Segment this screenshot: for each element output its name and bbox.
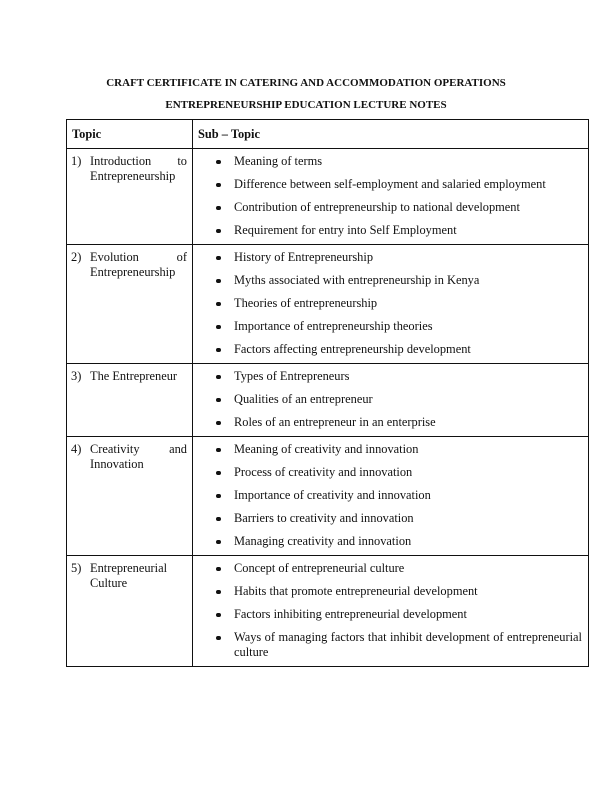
list-item — [211, 630, 582, 660]
subtopic-text: Roles of an entrepreneur in an enterprise — [234, 415, 436, 429]
list-item — [211, 561, 582, 576]
subtopic-text: Contribution of entrepreneurship to national development — [234, 200, 520, 214]
subtopic-cell — [193, 149, 589, 245]
topic-title: Introduction to Entrepreneurship — [90, 154, 187, 183]
list-item — [211, 223, 582, 238]
table-row — [67, 245, 589, 364]
bullet-icon — [216, 206, 221, 211]
bullet-icon — [216, 279, 221, 284]
bullet-icon — [216, 229, 221, 234]
list-item — [211, 392, 582, 407]
list-item — [211, 584, 582, 599]
subtopic-text: Myths associated with entrepreneurship in Kenya — [234, 273, 480, 287]
document-subtitle: ENTREPRENEURSHIP EDUCATION LECTURE NOTES — [165, 99, 447, 111]
topic-number: 2) — [71, 250, 82, 264]
topic-cell — [67, 437, 193, 556]
table-row — [67, 556, 589, 667]
list-item — [211, 534, 582, 549]
topic-title: Evolution of Entrepreneurship — [90, 250, 187, 279]
topic-number: 1) — [71, 154, 82, 168]
bullet-icon — [216, 471, 221, 476]
list-item — [211, 273, 582, 288]
table-row — [67, 437, 589, 556]
column-header-topic: Topic — [67, 120, 193, 149]
subtopic-text: Factors inhibiting entrepreneurial development — [234, 607, 467, 621]
bullet-icon — [216, 448, 221, 453]
bullet-icon — [216, 540, 221, 545]
list-item — [211, 369, 582, 384]
bullet-icon — [216, 183, 221, 188]
table-header-row — [67, 120, 589, 149]
bullet-icon — [216, 398, 221, 403]
bullet-icon — [216, 517, 221, 522]
list-item — [211, 319, 582, 334]
list-item — [211, 154, 582, 169]
list-item — [211, 442, 582, 457]
table-row — [67, 149, 589, 245]
bullet-icon — [216, 421, 221, 426]
column-header-subtopic: Sub – Topic — [193, 120, 589, 149]
subtopic-text: Factors affecting entrepreneurship development — [234, 342, 471, 356]
topic-number: 4) — [71, 442, 82, 456]
subtopic-text: Difference between self-employment and salaried employment — [234, 177, 546, 191]
subtopic-list — [211, 250, 582, 357]
bullet-icon — [216, 160, 221, 165]
subtopic-text: Importance of creativity and innovation — [234, 488, 431, 502]
list-item — [211, 415, 582, 430]
list-item — [211, 177, 582, 192]
topic-number: 3) — [71, 369, 82, 383]
subtopic-list — [211, 442, 582, 549]
subtopic-text: Ways of managing factors that inhibit development of entrepreneurial culture — [234, 630, 582, 659]
subtopic-text: History of Entrepreneurship — [234, 250, 374, 264]
subtopic-text: Types of Entrepreneurs — [234, 369, 350, 383]
topic-title: Entrepreneurial Culture — [90, 561, 168, 590]
subtopic-list — [211, 154, 582, 238]
subtopic-text: Requirement for entry into Self Employment — [234, 223, 457, 237]
subtopic-text: Barriers to creativity and innovation — [234, 511, 414, 525]
bullet-icon — [216, 256, 221, 261]
subtopic-cell — [193, 364, 589, 437]
topic-title: Creativity and Innovation — [90, 442, 187, 471]
subtopic-text: Process of creativity and innovation — [234, 465, 413, 479]
subtopic-text: Meaning of creativity and innovation — [234, 442, 419, 456]
topic-number: 5) — [71, 561, 82, 575]
subtopic-text: Habits that promote entrepreneurial development — [234, 584, 478, 598]
subtopic-list — [211, 369, 582, 430]
subtopic-cell — [193, 556, 589, 667]
topic-cell — [67, 364, 193, 437]
subtopic-cell — [193, 245, 589, 364]
subtopic-text: Meaning of terms — [234, 154, 323, 168]
list-item — [211, 200, 582, 215]
subtopic-text: Concept of entrepreneurial culture — [234, 561, 405, 575]
bullet-icon — [216, 302, 221, 307]
subtopic-text: Managing creativity and innovation — [234, 534, 412, 548]
bullet-icon — [216, 590, 221, 595]
table-row — [67, 364, 589, 437]
list-item — [211, 607, 582, 622]
document-title: CRAFT CERTIFICATE IN CATERING AND ACCOMMODATION OPERATIONS — [106, 77, 506, 89]
bullet-icon — [216, 375, 221, 380]
bullet-icon — [216, 494, 221, 499]
list-item — [211, 250, 582, 265]
topic-cell — [67, 245, 193, 364]
list-item — [211, 465, 582, 480]
bullet-icon — [216, 567, 221, 572]
topic-title: The Entrepreneur — [90, 369, 178, 383]
subtopic-text: Qualities of an entrepreneur — [234, 392, 373, 406]
subtopic-text: Theories of entrepreneurship — [234, 296, 378, 310]
bullet-icon — [216, 348, 221, 353]
list-item — [211, 488, 582, 503]
list-item — [211, 296, 582, 311]
bullet-icon — [216, 636, 221, 641]
list-item — [211, 511, 582, 526]
subtopic-list — [211, 561, 582, 660]
topic-cell — [67, 149, 193, 245]
bullet-icon — [216, 613, 221, 618]
list-item — [211, 342, 582, 357]
subtopic-cell — [193, 437, 589, 556]
subtopic-text: Importance of entrepreneurship theories — [234, 319, 433, 333]
bullet-icon — [216, 325, 221, 330]
topics-table — [66, 119, 589, 667]
topic-cell — [67, 556, 193, 667]
